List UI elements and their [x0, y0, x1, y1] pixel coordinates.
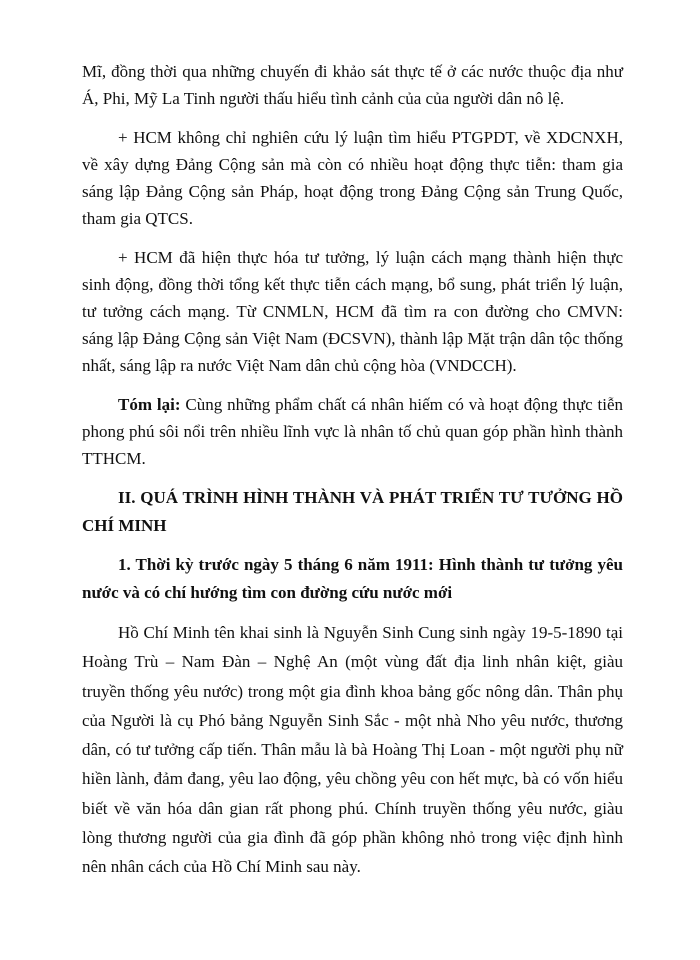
paragraph-continuation: Mĩ, đồng thời qua những chuyến đi khảo sát thực tế ở các nước thuộc địa như Á, Phi, Mỹ La Tinh người thấu hiểu tình cảnh của của người dân nô lệ.: [82, 62, 623, 108]
paragraph-summary: [82, 391, 623, 472]
section-heading: II. QUÁ TRÌNH HÌNH THÀNH VÀ PHÁT TRIỂN TƯ TƯỞNG HỒ CHÍ MINH: [82, 488, 623, 535]
paragraph-practical-activities: + HCM không chỉ nghiên cứu lý luận tìm hiểu PTGPDT, về XDCNXH, về xây dựng Đảng Cộng sản mà còn có nhiều hoạt động thực tiễn: tham gia sáng lập Đảng Cộng sản Pháp, hoạt động trong Đảng Cộng sản Trung Quốc, tham gia QTCS.: [82, 128, 623, 228]
subsection-heading: 1. Thời kỳ trước ngày 5 tháng 6 năm 1911: Hình thành tư tưởng yêu nước và có chí hướng tìm con đường cứu nước mới: [82, 555, 623, 602]
paragraph-biography: Hồ Chí Minh tên khai sinh là Nguyễn Sinh Cung sinh ngày 19-5-1890 tại Hoàng Trù – Nam Đàn – Nghệ An (một vùng đất địa linh nhân kiệt, giàu truyền thống yêu nước) trong một gia đình khoa bảng gốc nông dân. Thân phụ của Người là cụ Phó bảng Nguyễn Sinh Sắc - một nhà Nho yêu nước, thương dân, có tư tưởng cấp tiến. Thân mẫu là bà Hoàng Thị Loan - một người phụ nữ hiền lành, đảm đang, yêu lao động, yêu chồng yêu con hết mực, bà có vốn hiểu biết về văn hóa dân gian rất phong phú. Chính truyền thống yêu nước, giàu lòng thương người của gia đình đã góp phần không nhỏ trong việc định hình nên nhân cách của Hồ Chí Minh sau này.: [82, 623, 623, 877]
document-page: [82, 58, 623, 894]
summary-label: Tóm lại:: [118, 395, 181, 414]
summary-text: Cùng những phẩm chất cá nhân hiếm có và hoạt động thực tiễn phong phú sôi nổi trên nhiều lĩnh vực là nhân tố chủ quan góp phần hình thành TTHCM.: [82, 395, 624, 468]
paragraph-realization: + HCM đã hiện thực hóa tư tưởng, lý luận cách mạng thành hiện thực sinh động, đồng thời tổng kết thực tiễn cách mạng, bổ sung, phát triển lý luận, tư tưởng cách mạng. Từ CNMLN, HCM đã tìm ra con đường cho CMVN: sáng lập Đảng Cộng sản Việt Nam (ĐCSVN), thành lập Mặt trận dân tộc thống nhất, sáng lập ra nước Việt Nam dân chủ cộng hòa (VNDCCH).: [82, 248, 623, 375]
